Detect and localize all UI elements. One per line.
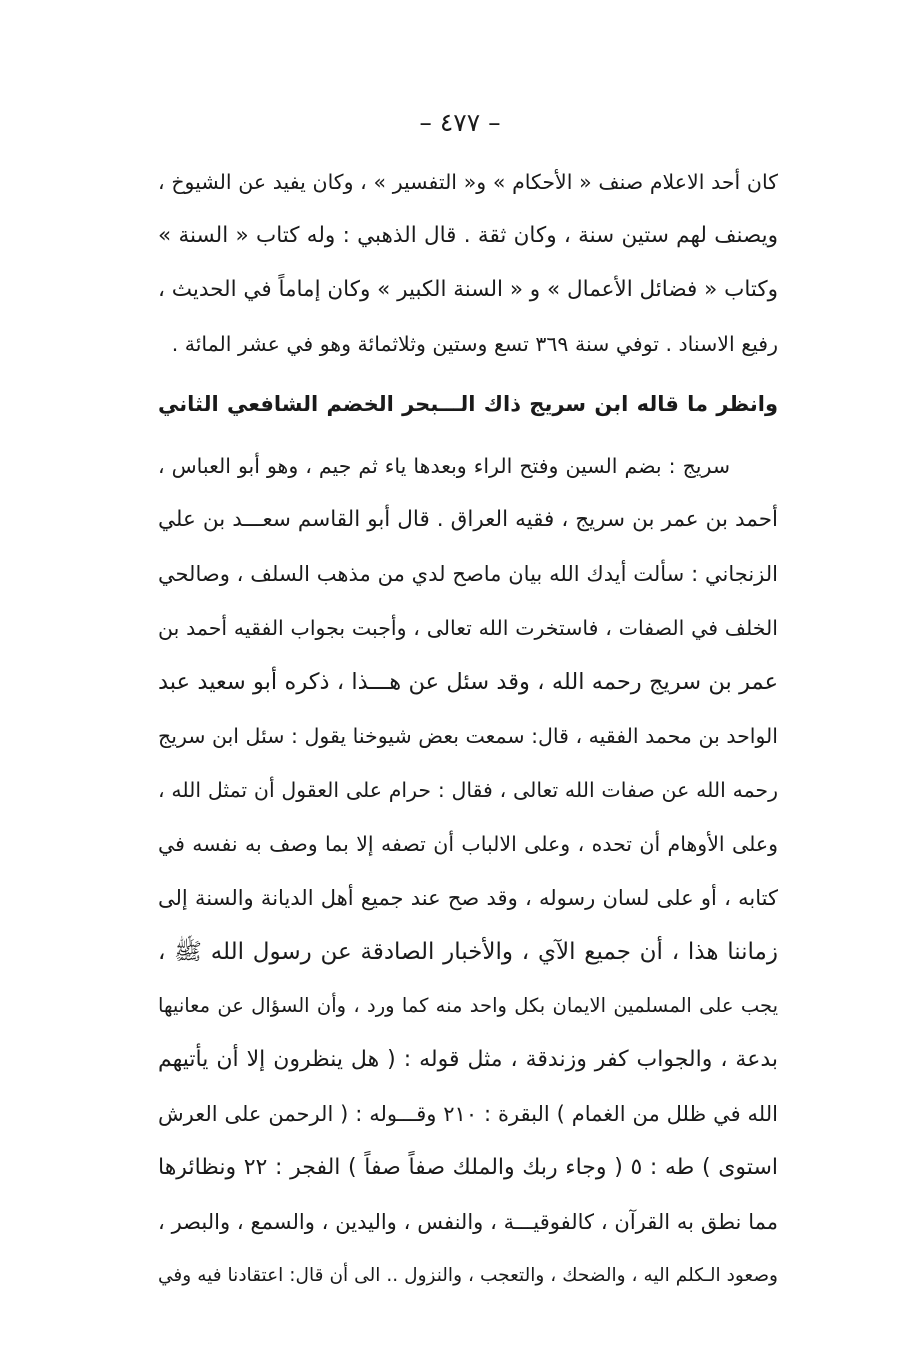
text-line: استوى ) طه : ٥ ( وجاء ربك والملك صفاً صفاً ) الفجر : ٢٢ ونظائرها bbox=[158, 1155, 778, 1180]
text-line: رحمه الله عن صفات الله تعالى ، فقال : حرام على العقول أن تمثل الله ، bbox=[158, 778, 778, 802]
text-line: أحمد بن عمر بن سريج ، فقيه العراق . قال أبو القاسم سعـــد بن علي bbox=[158, 507, 778, 532]
text-line: مما نطق به القرآن ، كالفوقيـــة ، والنفس ، واليدين ، والسمع ، والبصر ، bbox=[158, 1210, 778, 1234]
text-line: عمر بن سريج رحمه الله ، وقد سئل عن هـــذا ، ذكره أبو سعيد عبد bbox=[158, 669, 778, 695]
text-line: رفيع الاسناد . توفي سنة ٣٦٩ تسع وستين وثلاثمائة وهو في عشر المائة . bbox=[171, 332, 778, 356]
text-line: يجب على المسلمين الايمان بكل واحد منه كما ورد ، وأن السؤال عن معانيها bbox=[158, 994, 778, 1017]
text-line: كان أحد الاعلام صنف « الأحكام » و« التفسير » ، وكان يفيد عن الشيوخ ، bbox=[158, 170, 778, 194]
text-line: ويصنف لهم ستين سنة ، وكان ثقة . قال الذهبي : وله كتاب « السنة » bbox=[158, 223, 778, 248]
text-line: وصعود الـكلم اليه ، والضحك ، والتعجب ، والنزول .. الى أن قال: اعتقادنا فيه وفي bbox=[158, 1265, 778, 1286]
text-line: سريج : بضم السين وفتح الراء وبعدها ياء ثم جيم ، وهو أبو العباس ، bbox=[158, 454, 730, 478]
page-number: – ٤٧٧ – bbox=[419, 108, 501, 137]
text-line: وعلى الأوهام أن تحده ، وعلى الالباب أن تصفه إلا بما وصف به نفسه في bbox=[158, 832, 778, 856]
text-line: الخلف في الصفات ، فاستخرت الله تعالى ، وأجبت بجواب الفقيه أحمد بن bbox=[158, 616, 778, 640]
text-line: الزنجاني : سألت أيدك الله بيان ماصح لدي من مذهب السلف ، وصالحي bbox=[158, 562, 778, 586]
text-line: الله في ظلل من الغمام ) البقرة : ٢١٠ وقـــوله : ( الرحمن على العرش bbox=[158, 1102, 778, 1126]
text-line: كتابه ، أو على لسان رسوله ، وقد صح عند جميع أهل الديانة والسنة إلى bbox=[158, 886, 778, 910]
page-body bbox=[158, 155, 778, 1303]
text-line: بدعة ، والجواب كفر وزندقة ، مثل قوله : ( هل ينظرون إلا أن يأتيهم bbox=[158, 1047, 778, 1072]
poem-verse: وانظر ما قاله ابن سريج ذاك الـــبحر الخضم الشافعي الثاني bbox=[158, 392, 778, 416]
text-line: الواحد بن محمد الفقيه ، قال: سمعت بعض شيوخنا يقول : سئل ابن سريج bbox=[158, 724, 778, 748]
text-line: وكتاب « فضائل الأعمال » و « السنة الكبير » وكان إماماً في الحديث ، bbox=[158, 277, 778, 302]
text-line: زماننا هذا ، أن جميع الآي ، والأخبار الصادقة عن رسول الله ﷺ ، bbox=[158, 939, 778, 965]
